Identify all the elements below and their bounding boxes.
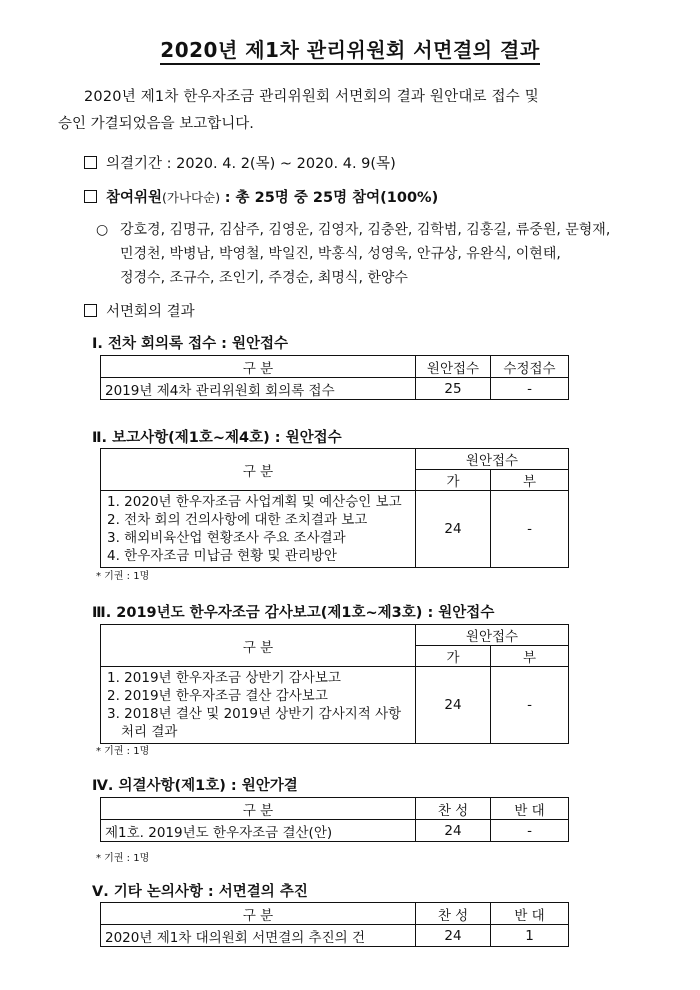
section-3-heading: Ⅲ. 2019년도 한우자조금 감사보고(제1호~제3호) : 원안접수: [92, 605, 495, 621]
col-group: 원안접수: [416, 449, 569, 470]
section-2-heading: Ⅱ. 보고사항(제1호~제4호) : 원안접수: [92, 430, 342, 446]
report-items: [101, 491, 416, 568]
col-no: 부: [491, 470, 569, 491]
row-approve: 24: [416, 820, 491, 842]
row-a: 25: [416, 378, 491, 400]
table-row: [101, 491, 569, 568]
section-1-heading: Ⅰ. 전차 회의록 접수 : 원안접수: [92, 336, 289, 352]
member-line-1: 강호경, 김명규, 김삼주, 김영운, 김영자, 김충완, 김학범, 김홍길, 류중원, 문형재,: [120, 222, 611, 238]
row-approve: 24: [416, 925, 491, 947]
table-row: [101, 378, 569, 400]
period-value: : 2020. 4. 2(목) ~ 2020. 4. 9(목): [166, 156, 396, 172]
abstain-note: * 기권 : 1명: [96, 853, 150, 864]
square-bullet-icon: [84, 156, 97, 169]
audit-items: [101, 667, 416, 744]
col-approve: 찬 성: [416, 903, 491, 925]
abstain-note: * 기권 : 1명: [96, 746, 150, 757]
section-1-table: [100, 355, 569, 400]
table-row: [101, 820, 569, 842]
col-yes: 가: [416, 646, 491, 667]
row-yes: 24: [416, 491, 491, 568]
col-oppose: 반 대: [491, 903, 569, 925]
member-line-2: 민경천, 박병남, 박영철, 박일진, 박홍식, 성영욱, 안규상, 유완식, 이현태,: [120, 246, 561, 262]
table-row: [101, 667, 569, 744]
participants-value: : 총 25명 중 25명 참여(100%): [224, 190, 439, 206]
participants-note: (가나다순): [162, 190, 221, 205]
row-no: -: [491, 667, 569, 744]
section-5-table: [100, 902, 569, 947]
row-oppose: 1: [491, 925, 569, 947]
col-modified: 수정접수: [491, 356, 569, 378]
list-item: 3. 2018년 결산 및 2019년 상반기 감사지적 사항 처리 결과: [107, 706, 402, 740]
row-yes: 24: [416, 667, 491, 744]
col-oppose: 반 대: [491, 798, 569, 820]
col-no: 부: [491, 646, 569, 667]
member-list: [96, 218, 656, 290]
col-category: 구 분: [101, 903, 416, 925]
section-4-heading: Ⅳ. 의결사항(제1호) : 원안가결: [92, 778, 298, 794]
results-heading: 서면회의 결과: [84, 300, 195, 321]
list-item: 2. 전차 회의 건의사항에 대한 조치결과 보고: [107, 512, 368, 528]
section-4-table: [100, 797, 569, 842]
period-line: [84, 152, 396, 173]
intro-line-2: 승인 가결되었음을 보고합니다.: [58, 116, 254, 132]
row-oppose: -: [491, 820, 569, 842]
col-group: 원안접수: [416, 625, 569, 646]
row-no: -: [491, 491, 569, 568]
period-label: 의결기간: [106, 156, 163, 172]
participants-line: [84, 186, 438, 207]
list-item: 3. 해외비육산업 현황조사 주요 조사결과: [107, 530, 346, 546]
col-yes: 가: [416, 470, 491, 491]
page-title: 2020년 제1차 관리위원회 서면결의 결과: [0, 34, 700, 63]
abstain-note: * 기권 : 1명: [96, 571, 150, 582]
list-item: 4. 한우자조금 미납금 현황 및 관리방안: [107, 548, 337, 564]
section-3-table: [100, 624, 569, 744]
list-item: 1. 2020년 한우자조금 사업계획 및 예산승인 보고: [107, 494, 402, 510]
square-bullet-icon: [84, 304, 97, 317]
row-item: 2020년 제1차 대의원회 서면결의 추진의 건: [101, 925, 416, 947]
col-category: 구 분: [101, 449, 416, 491]
row-b: -: [491, 378, 569, 400]
intro-paragraph: [58, 84, 637, 138]
participants-label: 참여위원: [106, 190, 163, 206]
square-bullet-icon: [84, 190, 97, 203]
table-row: [101, 925, 569, 947]
row-item: 2019년 제4차 관리위원회 회의록 접수: [101, 378, 416, 400]
section-2-table: [100, 448, 569, 568]
list-item: 2. 2019년 한우자조금 결산 감사보고: [107, 688, 328, 704]
col-approve: 찬 성: [416, 798, 491, 820]
circle-bullet-icon: ○: [96, 222, 109, 238]
row-item: 제1호. 2019년도 한우자조금 결산(안): [101, 820, 416, 842]
col-category: 구 분: [101, 625, 416, 667]
list-item: 1. 2019년 한우자조금 상반기 감사보고: [107, 670, 341, 686]
col-original: 원안접수: [416, 356, 491, 378]
col-category: 구 분: [101, 798, 416, 820]
col-category: 구 분: [101, 356, 416, 378]
section-5-heading: Ⅴ. 기타 논의사항 : 서면결의 추진: [92, 884, 308, 900]
member-line-3: 정경수, 조규수, 조인기, 주경순, 최명식, 한양수: [120, 270, 408, 286]
intro-line-1: 2020년 제1차 한우자조금 관리위원회 서면회의 결과 원안대로 접수 및: [84, 89, 539, 105]
